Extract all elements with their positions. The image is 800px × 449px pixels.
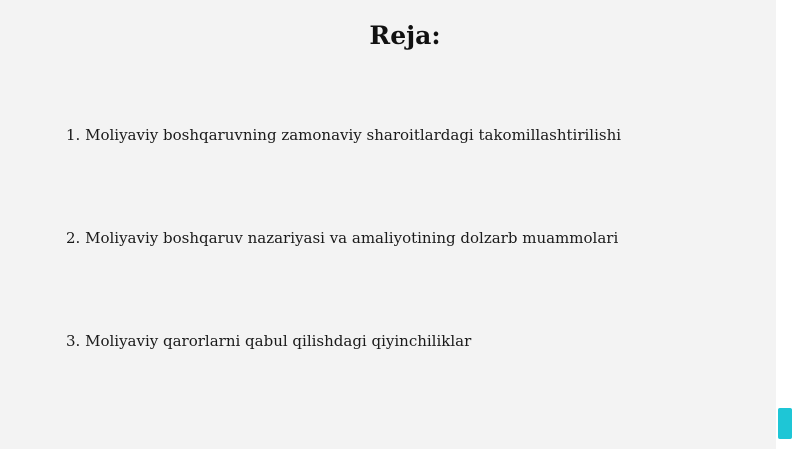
scrollbar-track[interactable] (776, 0, 800, 449)
plan-item-1: 1. Moliyaviy boshqaruvning zamonaviy sharoitlardagi takomillashtirilishi (66, 126, 622, 144)
plan-item-2: 2. Moliyaviy boshqaruv nazariyasi va amaliyotining dolzarb muammolari (66, 229, 619, 247)
slide-title: Reja: (369, 21, 441, 50)
scrollbar-thumb[interactable] (778, 408, 792, 439)
plan-item-3: 3. Moliyaviy qarorlarni qabul qilishdagi qiyinchiliklar (66, 332, 472, 350)
